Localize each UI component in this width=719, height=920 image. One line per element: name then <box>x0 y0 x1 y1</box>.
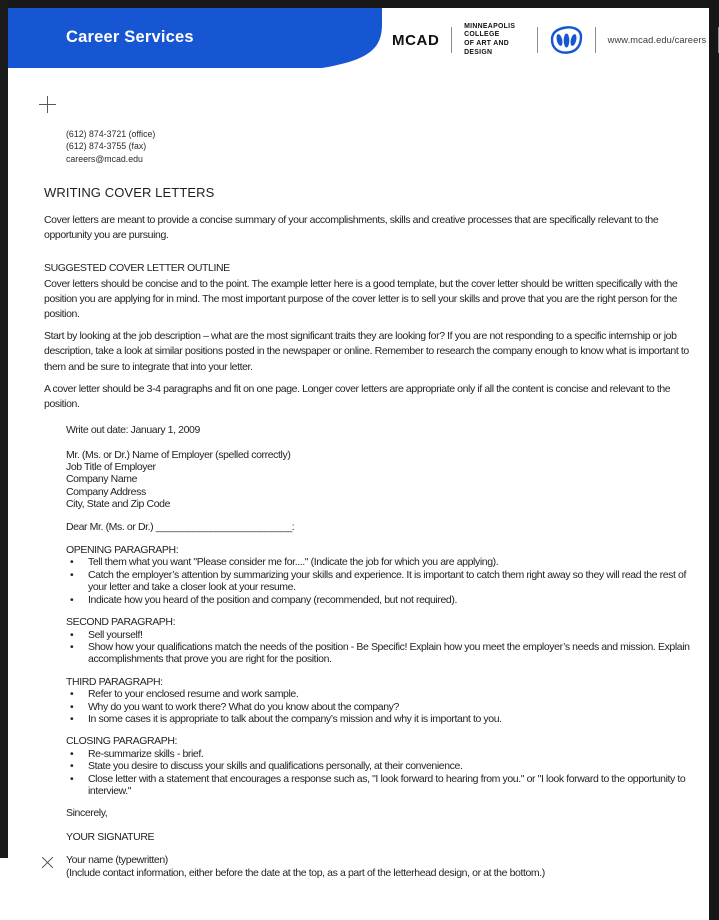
bullet-item: • Close letter with a statement that encourages a response such as, "I look forward to hearing from you." or "I look forward to the opportunity to interview." <box>66 773 694 798</box>
header-divider <box>595 27 596 53</box>
guidance-paragraph-1: Cover letters should be concise and to the point. The example letter here is a good template, but the cover letter should be written specifically with the position you are applying for in mind. The most important purpose of the cover letter is to sell your skills and prove that you are the right person for the position. <box>44 277 678 321</box>
recipient-line: City, State and Zip Code <box>66 498 171 511</box>
careers-email: careers@mcad.edu <box>66 153 143 164</box>
bullet-item: • Show how your qualifications match the needs of the position - Be Specific! Explain how you meet the employer’s needs and mission. Explain accomplishments that prove you are right for the position. <box>66 641 694 666</box>
bullet-list <box>66 748 694 798</box>
header-divider <box>451 27 452 53</box>
mcad-globe-icon <box>550 25 583 55</box>
college-name-line1: MINNEAPOLIS COLLEGE <box>464 22 516 39</box>
section-heading: CLOSING PARAGRAPH: <box>66 735 178 748</box>
recipient-line: Mr. (Ms. or Dr.) Name of Employer (spelled correctly) <box>66 448 291 461</box>
bullet-item: • State you desire to discuss your skills and qualifications personally, at their convenience. <box>66 760 694 772</box>
office-phone: (612) 874-3721 (office) <box>66 129 156 139</box>
letterhead-header <box>392 24 719 56</box>
bullet-item: • Why do you want to work there? What do you know about the company? <box>66 701 694 713</box>
fax-number: (612) 874-3755 (fax) <box>66 141 147 152</box>
intro-paragraph: Cover letters are meant to provide a concise summary of your accomplishments, skills and creative processes that are specifically relevant to the opportunity you are pursuing. <box>44 214 659 242</box>
bullet-item: • Refer to your enclosed resume and work sample. <box>66 688 694 700</box>
opening-paragraph-section <box>66 544 694 606</box>
recipient-line: Job Title of Employer <box>66 461 156 474</box>
bullet-item: • Tell them what you want "Please consider me for...." (Indicate the job for which you are applying). <box>66 556 694 568</box>
guidance-paragraph-2: Start by looking at the job description – what are the most significant traits they are looking for? If you are not responding to a specific internship or job description, take a look at similar positions posted in the newspaper or online. Remember to research the company enough to know what is important to them and be sure to integrate that into your letter. <box>44 330 689 373</box>
third-paragraph-section <box>66 676 694 726</box>
recipient-line: Company Name <box>66 473 138 486</box>
crop-mark-plus-icon <box>39 96 56 113</box>
salutation-line: Dear Mr. (Ms. or Dr.) _________________________: <box>66 520 295 533</box>
mcad-logotype: MCAD <box>392 31 440 49</box>
career-services-banner <box>8 8 398 68</box>
bullet-item: • Re-summarize skills - brief. <box>66 748 694 760</box>
bullet-list <box>66 629 694 666</box>
typed-name-line: Your name (typewritten) <box>66 854 168 867</box>
bullet-item: • Catch the employer’s attention by summarizing your skills and experience. It is important to catch them right away so they will read the rest of your letter and take a closer look at your resume. <box>66 569 694 594</box>
scan-frame-left <box>0 0 8 858</box>
contact-note-line: (Include contact information, either before the date at the top, as a part of the letterhead design, or at the bottom.) <box>66 866 545 879</box>
contact-block <box>66 128 155 165</box>
bullet-item: • In some cases it is appropriate to talk about the company’s mission and why it is important to you. <box>66 713 694 725</box>
banner-title: Career Services <box>66 27 194 46</box>
closing-paragraph-section <box>66 735 694 797</box>
recipient-address-block <box>66 449 694 511</box>
guidance-paragraph-3: A cover letter should be 3-4 paragraphs and fit on one page. Longer cover letters are appropriate only if all the content is concise and relevant to the position. <box>44 382 671 411</box>
typed-name-block <box>66 854 694 879</box>
section-heading: SECOND PARAGRAPH: <box>66 616 176 629</box>
page-title: WRITING COVER LETTERS <box>44 185 215 200</box>
college-name <box>464 23 525 57</box>
date-line: Write out date: January 1, 2009 <box>66 424 200 437</box>
bullet-item: • Sell yourself! <box>66 629 694 641</box>
document-body <box>44 185 694 879</box>
scan-frame-right <box>709 0 719 920</box>
careers-url: www.mcad.edu/careers <box>607 35 707 45</box>
bullet-item: • Indicate how you heard of the position and company (recommended, but not required). <box>66 594 694 606</box>
signature-placeholder: YOUR SIGNATURE <box>66 830 155 843</box>
college-name-line2: OF ART AND DESIGN <box>464 40 510 56</box>
example-letter-outline <box>66 424 694 879</box>
bullet-list <box>66 688 694 725</box>
header-divider <box>537 27 538 53</box>
bullet-list <box>66 556 694 606</box>
second-paragraph-section <box>66 616 694 666</box>
scan-frame-top <box>0 0 719 8</box>
section-heading: THIRD PARAGRAPH: <box>66 675 163 688</box>
closing-line: Sincerely, <box>66 807 108 820</box>
recipient-line: Company Address <box>66 485 146 498</box>
outline-heading: SUGGESTED COVER LETTER OUTLINE <box>44 262 230 275</box>
section-heading: OPENING PARAGRAPH: <box>66 544 179 557</box>
